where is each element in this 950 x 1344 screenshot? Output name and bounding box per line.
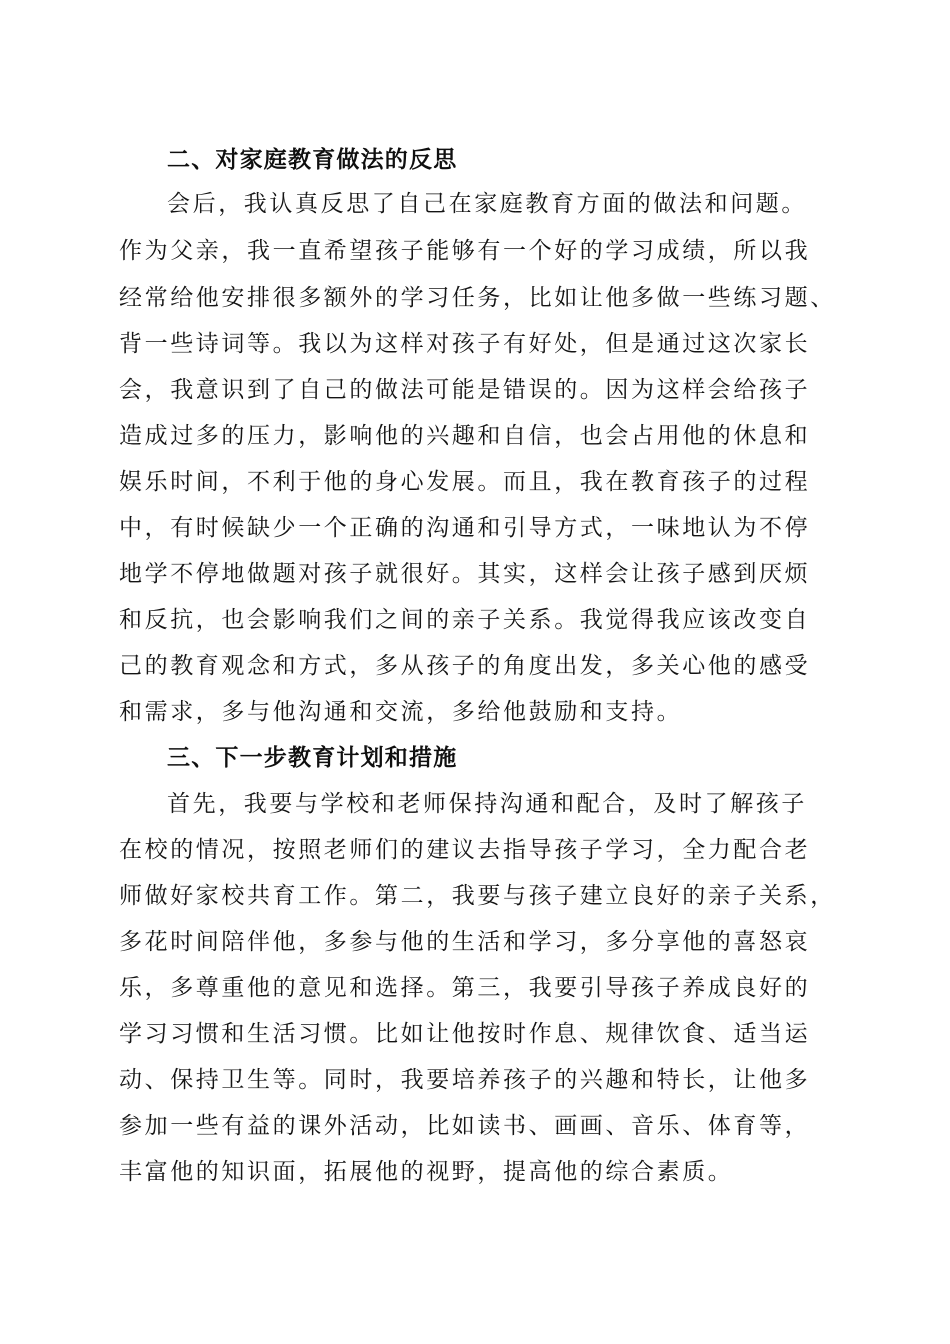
paragraph-line: 造成过多的压力，影响他的兴趣和自信，也会占用他的休息和	[119, 423, 811, 449]
paragraph-line: 参加一些有益的课外活动，比如读书、画画、音乐、体育等，	[119, 1113, 811, 1139]
paragraph-line: 娱乐时间，不利于他的身心发展。而且，我在教育孩子的过程	[119, 469, 811, 495]
paragraph-line: 首先，我要与学校和老师保持沟通和配合，及时了解孩子	[167, 791, 807, 817]
paragraph-line: 会后，我认真反思了自己在家庭教育方面的做法和问题。	[167, 191, 807, 217]
paragraph-line: 地学不停地做题对孩子就很好。其实，这样会让孩子感到厌烦	[119, 561, 811, 587]
paragraph-line: 丰富他的知识面，拓展他的视野，提高他的综合素质。	[119, 1159, 734, 1185]
paragraph-line: 中，有时候缺少一个正确的沟通和引导方式，一味地认为不停	[119, 515, 811, 541]
paragraph-line: 经常给他安排很多额外的学习任务，比如让他多做一些练习题、	[119, 285, 836, 311]
paragraph-line: 学习习惯和生活习惯。比如让他按时作息、规律饮食、适当运	[119, 1021, 811, 1047]
paragraph-line: 背一些诗词等。我以为这样对孩子有好处，但是通过这次家长	[119, 331, 811, 357]
paragraph-line: 己的教育观念和方式，多从孩子的角度出发，多关心他的感受	[119, 653, 811, 679]
section-heading: 二、对家庭教育做法的反思	[167, 147, 458, 173]
section-heading: 三、下一步教育计划和措施	[167, 745, 458, 771]
paragraph-line: 乐，多尊重他的意见和选择。第三，我要引导孩子养成良好的	[119, 975, 811, 1001]
paragraph-line: 师做好家校共育工作。第二，我要与孩子建立良好的亲子关系，	[119, 883, 836, 909]
paragraph-line: 在校的情况，按照老师们的建议去指导孩子学习，全力配合老	[119, 837, 811, 863]
paragraph-line: 动、保持卫生等。同时，我要培养孩子的兴趣和特长，让他多	[119, 1067, 811, 1093]
paragraph-line: 多花时间陪伴他，多参与他的生活和学习，多分享他的喜怒哀	[119, 929, 811, 955]
paragraph-line: 和需求，多与他沟通和交流，多给他鼓励和支持。	[119, 699, 683, 725]
paragraph-line: 会，我意识到了自己的做法可能是错误的。因为这样会给孩子	[119, 377, 811, 403]
paragraph-line: 作为父亲，我一直希望孩子能够有一个好的学习成绩，所以我	[119, 238, 811, 264]
paragraph-line: 和反抗，也会影响我们之间的亲子关系。我觉得我应该改变自	[119, 607, 811, 633]
